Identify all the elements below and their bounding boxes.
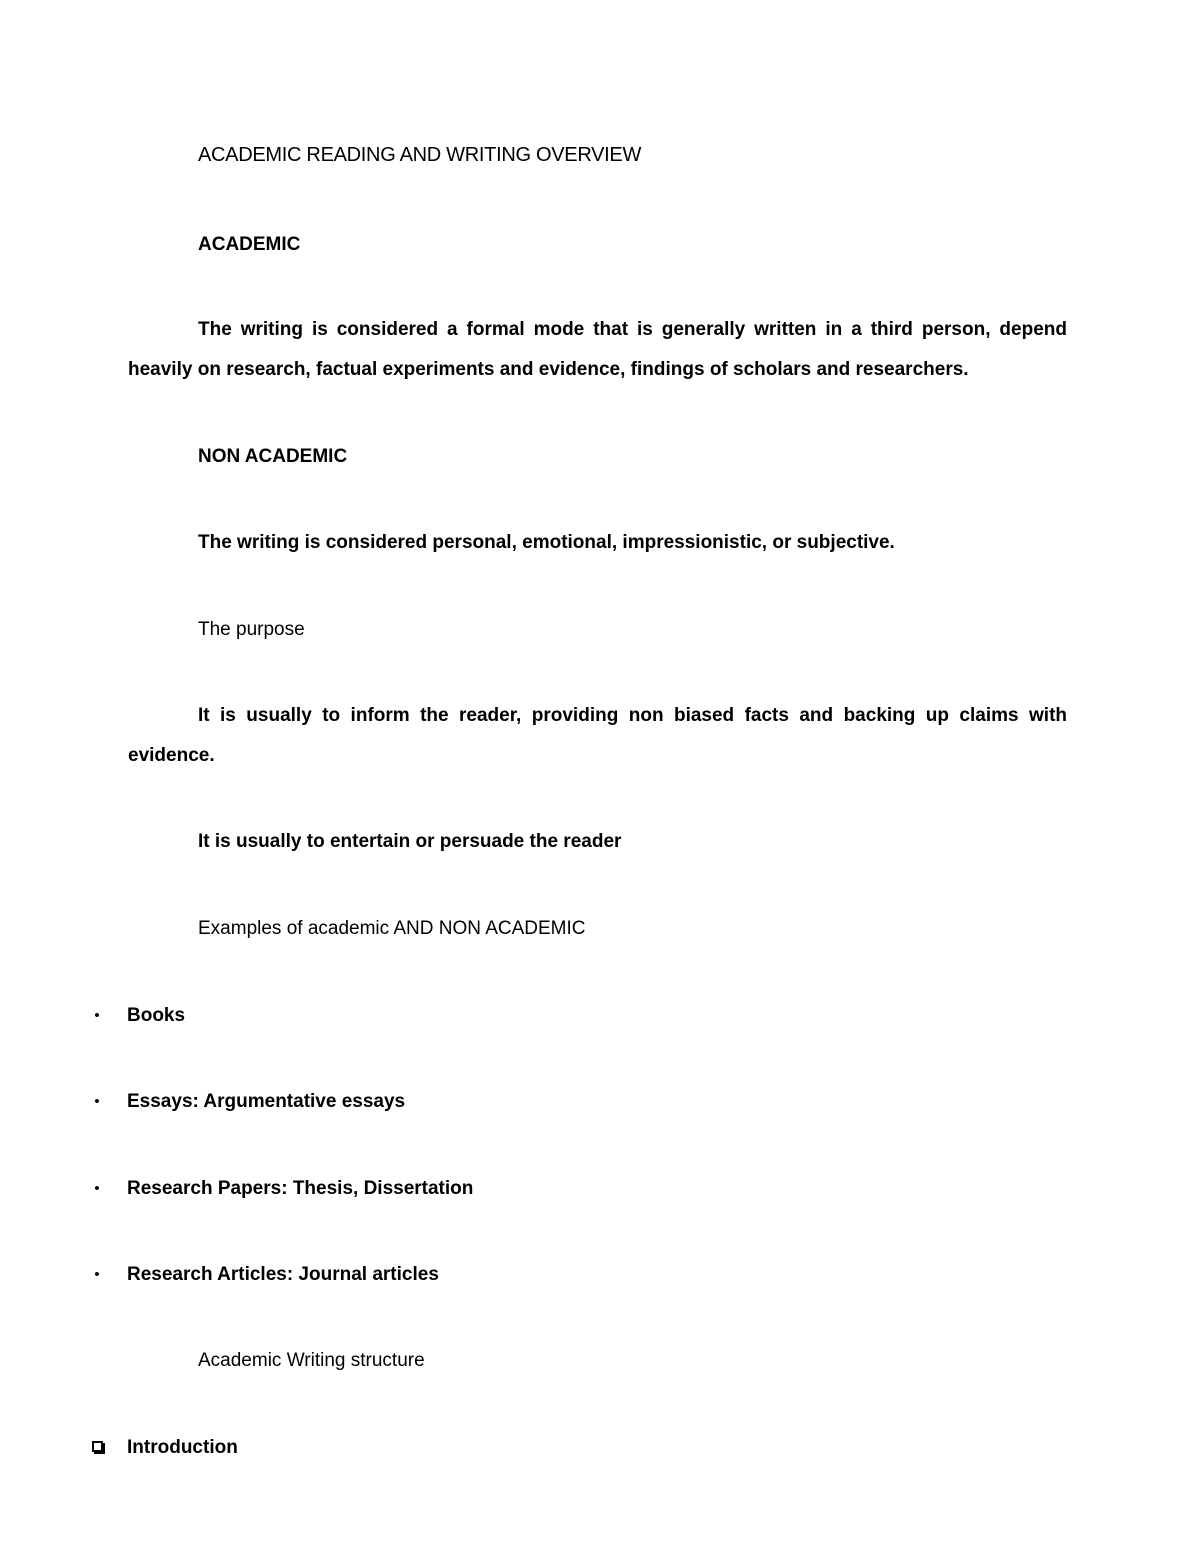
checkbox-bullet-icon (92, 1441, 103, 1452)
purpose-non-academic-paragraph: It is usually to entertain or persuade the reader (198, 831, 622, 852)
list-item-label: Introduction (127, 1437, 238, 1458)
non-academic-paragraph: The writing is considered personal, emotional, impressionistic, or subjective. (198, 532, 895, 553)
bullet-icon: • (94, 1007, 100, 1024)
bullet-icon: • (94, 1093, 100, 1110)
non-academic-heading: NON ACADEMIC (198, 446, 348, 467)
bullet-icon: • (94, 1180, 100, 1197)
structure-heading: Academic Writing structure (198, 1350, 425, 1371)
purpose-heading: The purpose (198, 619, 305, 640)
list-item-label: Research Articles: Journal articles (127, 1264, 439, 1285)
purpose-academic-paragraph: It is usually to inform the reader, providing non biased facts and backing up claims with evidence. (128, 705, 1067, 766)
list-item-label: Research Papers: Thesis, Dissertation (127, 1178, 474, 1199)
academic-heading: ACADEMIC (198, 234, 301, 255)
examples-heading: Examples of academic AND NON ACADEMIC (198, 918, 586, 939)
academic-paragraph: The writing is considered a formal mode that is generally written in a third person, depend heavily on research, factual experiments and evidence, findings of scholars and researchers. (128, 319, 1067, 380)
list-item-label: Essays: Argumentative essays (127, 1091, 406, 1112)
list-item-label: Books (127, 1005, 186, 1026)
document-title: ACADEMIC READING AND WRITING OVERVIEW (198, 144, 642, 166)
bullet-icon: • (94, 1266, 100, 1283)
